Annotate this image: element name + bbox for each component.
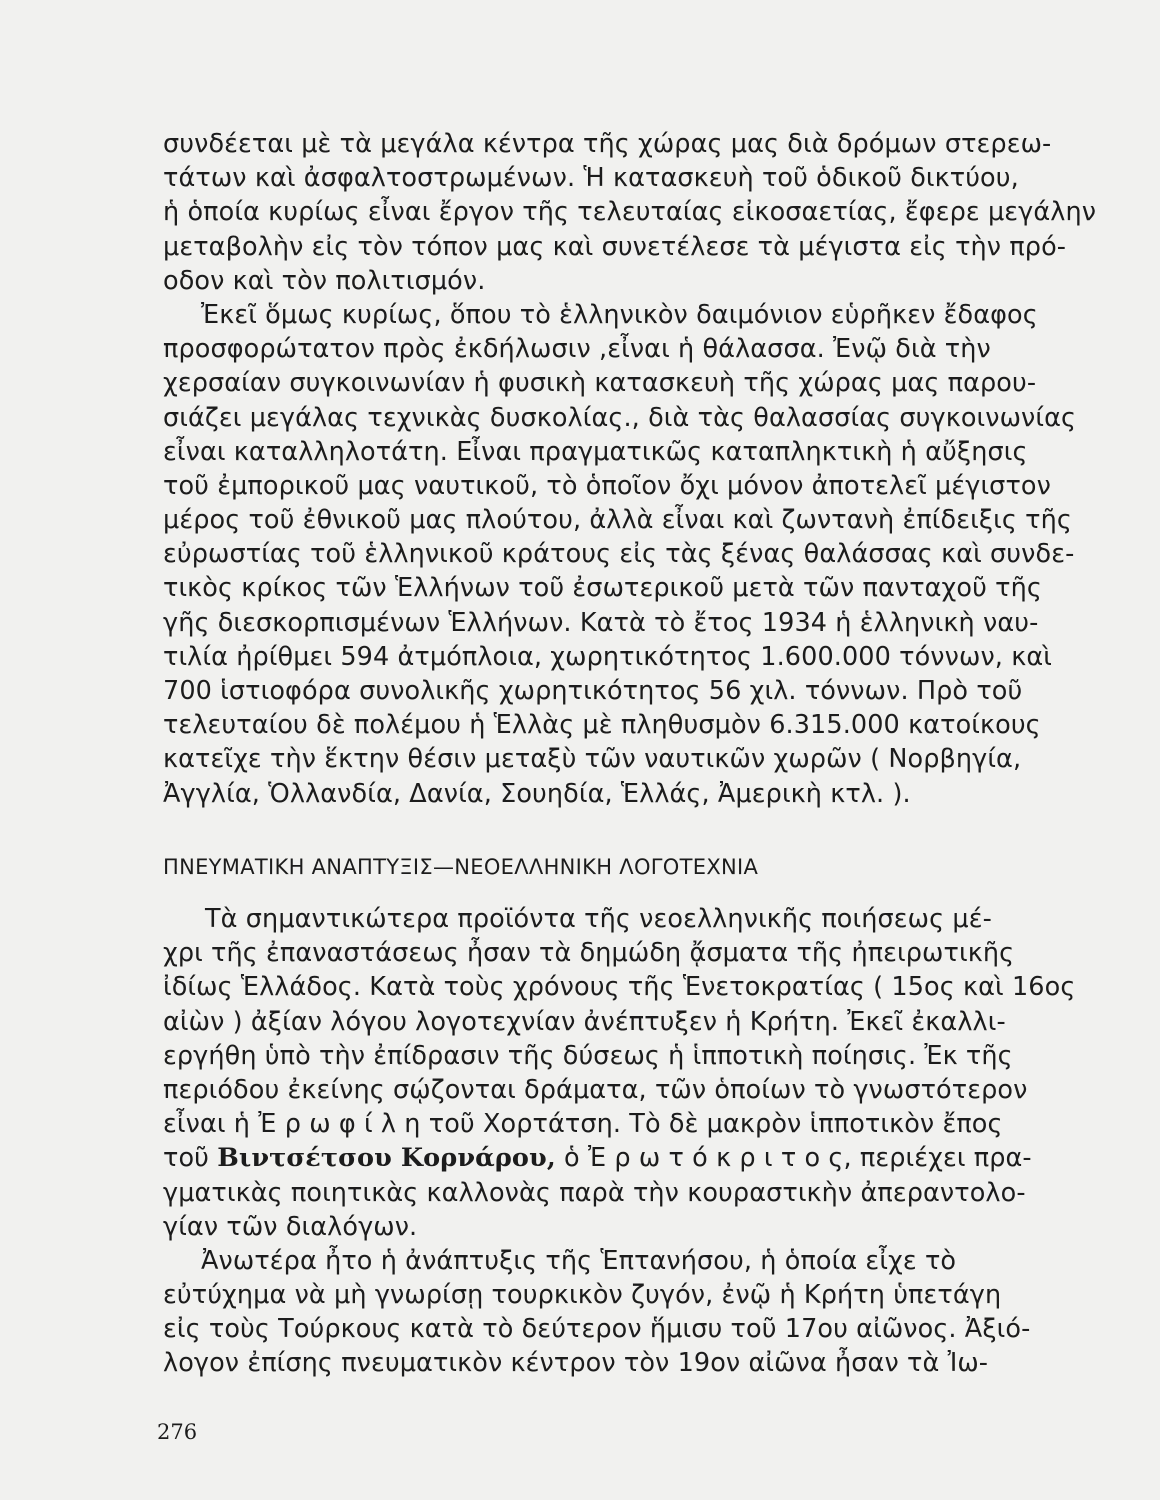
text-line: τοῦ ἐμπορικοῦ μας ναυτικοῦ, τὸ ὁποῖον ὄχι μόνον ἀποτελεῖ μέγιστον (163, 470, 1051, 501)
text-line: τάτων καὶ ἀσφαλτοστρωμένων. Ἡ κατασκευὴ τοῦ ὁδικοῦ δικτύου, (163, 163, 1019, 194)
text-line: Ἀνωτέρα ἦτο ἡ ἀνάπτυξις τῆς Ἑπτανήσου, ἡ ὁποία εἶχε τὸ (201, 1245, 957, 1276)
text-line: χρι τῆς ἐπαναστάσεως ἦσαν τὰ δημώδη ᾄσματα τῆς ἠπειρωτικῆς (163, 938, 1015, 969)
text-line: εὐτύχημα νὰ μὴ γνωρίσῃ τουρκικὸν ζυγόν, ἐνῷ ἡ Κρήτη ὑπετάγη (163, 1280, 1002, 1311)
text-line: τιλία ἠρίθμει 594 ἀτμόπλοια, χωρητικότητος 1.600.000 τόννων, καὶ (163, 641, 1052, 672)
section-heading: ΠΝΕΥΜΑΤΙΚΗ ΑΝΑΠΤΥΞΙΣ—ΝΕΟΕΛΛΗΝΙΚΗ ΛΟΓΟΤΕΧΝΙΑ (163, 855, 759, 879)
text-line: τελευταίου δὲ πολέμου ἡ Ἑλλὰς μὲ πληθυσμὸν 6.315.000 κατοίκους (163, 710, 1041, 741)
page-number: 276 (157, 1420, 198, 1444)
text-line: εἶναι ἡ Ἐ ρ ω φ ί λ η τοῦ Χορτάτση. Τὸ δὲ μακρὸν ἱπποτικὸν ἔπος (163, 1109, 1003, 1140)
bold-line-prefix: τοῦ (163, 1143, 210, 1174)
text-line: γῆς διεσκορπισμένων Ἑλλήνων. Κατὰ τὸ ἔτος 1934 ἡ ἑλληνικὴ ναυ- (163, 607, 1039, 638)
text-line-bold (163, 1141, 1098, 1175)
text-line: 700 ἱστιοφόρα συνολικῆς χωρητικότητος 56 χιλ. τόννων. Πρὸ τοῦ (163, 676, 1023, 706)
text-line: σιάζει μεγάλας τεχνικὰς δυσκολίας., διὰ τὰς θαλασσίας συγκοινωνίας (163, 402, 1077, 433)
bold-line-suffix: ὁ Ἐ ρ ω τ ό κ ρ ι τ ο ς, περιέχει πρα- (564, 1143, 1032, 1174)
text-line: μέρος τοῦ ἐθνικοῦ μας πλούτου, ἀλλὰ εἶναι καὶ ζωντανὴ ἐπίδειξις τῆς (163, 505, 1072, 536)
text-block-bottom (163, 902, 1098, 1381)
text-line: ἡ ὁποία κυρίως εἶναι ἔργον τῆς τελευταίας εἰκοσαετίας, ἔφερε μεγάλην (163, 197, 1097, 228)
text-line: ἰδίως Ἑλλάδος. Κατὰ τοὺς χρόνους τῆς Ἑνετοκρατίας ( 15ος καὶ 16ος (163, 972, 1076, 1003)
text-line: κατεῖχε τὴν ἕκτην θέσιν μεταξὺ τῶν ναυτικῶν χωρῶν ( Νορβηγία, (163, 744, 1022, 775)
text-line: συνδέεται μὲ τὰ μεγάλα κέντρα τῆς χώρας μας διὰ δρόμων στερεω- (163, 129, 1052, 159)
text-line: περιόδου ἐκείνης σῴζονται δράματα, τῶν ὁποίων τὸ γνωστότερον (163, 1074, 1028, 1105)
text-line: εἶναι καταλληλοτάτη. Εἶναι πραγματικῶς καταπληκτικὴ ἡ αὔξησις (163, 436, 1028, 467)
text-line: γματικὰς ποιητικὰς καλλονὰς παρὰ τὴν κουραστικὴν ἀπεραντολο- (163, 1177, 1026, 1208)
text-line: οδον καὶ τὸν πολιτισμόν. (163, 265, 486, 296)
text-line: χερσαίαν συγκοινωνίαν ἡ φυσικὴ κατασκευὴ τῆς χώρας μας παρου- (163, 368, 1037, 399)
text-line: εὐρωστίας τοῦ ἑλληνικοῦ κράτους εἰς τὰς ξένας θαλάσσας καὶ συνδε- (163, 539, 1075, 570)
text-block-top (163, 127, 1098, 811)
text-line: εἰς τοὺς Τούρκους κατὰ τὸ δεύτερον ἥμισυ τοῦ 17ου αἰῶνος. Ἀξιό- (163, 1314, 1031, 1345)
text-line: αἰὼν ) ἀξίαν λόγου λογοτεχνίαν ἀνέπτυξεν ἡ Κρήτη. Ἐκεῖ ἐκαλλι- (163, 1006, 1006, 1037)
text-line: μεταβολὴν εἰς τὸν τόπον μας καὶ συνετέλεσε τὰ μέγιστα εἰς τὴν πρό- (163, 231, 1067, 262)
text-line: Ἐκεῖ ὅμως κυρίως, ὅπου τὸ ἑλληνικὸν δαιμόνιον εὑρῆκεν ἔδαφος (201, 299, 1038, 330)
text-line: εργήθη ὑπὸ τὴν ἐπίδρασιν τῆς δύσεως ἡ ἱπποτικὴ ποίησις. Ἐκ τῆς (163, 1040, 1013, 1071)
text-line: Τὰ σημαντικώτερα προϊόντα τῆς νεοελληνικῆς ποιήσεως μέ- (205, 904, 992, 934)
text-line: γίαν τῶν διαλόγων. (163, 1211, 418, 1242)
text-line: προσφορώτατον πρὸς ἐκδήλωσιν ,εἶναι ἡ θάλασσα. Ἐνῷ διὰ τὴν (163, 334, 991, 365)
author-name-bold: Βιντσέτσου Κορνάρου, (217, 1143, 556, 1174)
text-line: Ἀγγλία, Ὁλλανδία, Δανία, Σουηδία, Ἑλλάς, Ἀμερικὴ κτλ. ). (163, 778, 911, 809)
text-line: τικὸς κρίκος τῶν Ἑλλήνων τοῦ ἐσωτερικοῦ μετὰ τῶν πανταχοῦ τῆς (163, 573, 1042, 604)
text-line: λογον ἐπίσης πνευματικὸν κέντρον τὸν 19ον αἰῶνα ἦσαν τὰ Ἰω- (163, 1348, 989, 1379)
